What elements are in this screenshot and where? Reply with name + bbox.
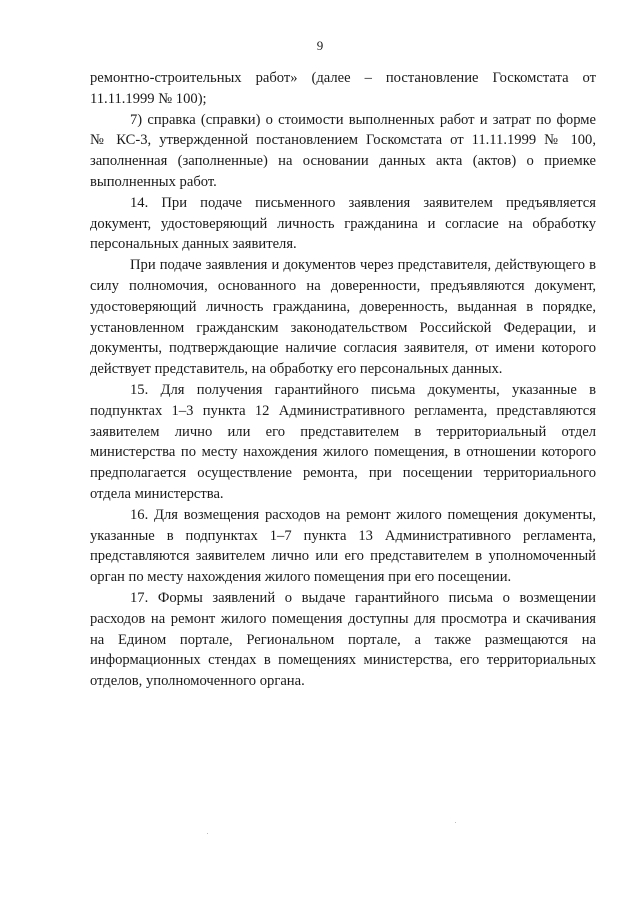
- paragraph-14-representative: При подаче заявления и документов через представителя, действующего в силу полномочия, основанного на доверенности, предъявляются документ, удостоверяющий личность гражданина, доверенность, выданная в порядке, установленном гражданским законодательством Российской Федерации, и документы, подтверждающие наличие согласия заявителя, от имени которого действует представитель, на обработку его персональных данных.: [90, 257, 596, 378]
- paragraph-16: 16. Для возмещения расходов на ремонт жилого помещения документы, указанные в подпунктах 1–7 пункта 13 Административного регламента, представляются заявителем лично или его представителем в уполномоченный орган по месту нахождения жилого помещения при его посещении.: [90, 506, 596, 586]
- paragraph-continuation: ремонтно-строительных работ» (далее – постановление Госкомстата от 11.11.1999 № 100);: [90, 70, 596, 107]
- paragraph-14: 14. При подаче письменного заявления заявителем предъявляется документ, удостоверяющий личность гражданина и согласие на обработку персональных данных заявителя.: [90, 194, 596, 253]
- scan-speck: [455, 822, 456, 823]
- paragraph-item-7: 7) справка (справки) о стоимости выполненных работ и затрат по форме № КС-3, утвержденной постановлением Госкомстата от 11.11.1999 № 100, заполненная (заполненные) на основании данных акта (актов) о приемке выполненных работ.: [90, 111, 596, 190]
- page-number: 9: [316, 38, 324, 53]
- paragraph-17: 17. Формы заявлений о выдаче гарантийного письма о возмещении расходов на ремонт жилого помещения доступны для просмотра и скачивания на Едином портале, Региональном портале, а также размещаются на информационных стендах в помещениях министерства, его территориальных отделов, уполномоченного органа.: [90, 589, 596, 690]
- paragraph-15: 15. Для получения гарантийного письма документы, указанные в подпунктах 1–3 пункта 12 Административного регламента, представляются заявителем лично или его представителем в территориальный отдел министерства по месту нахождения жилого помещения, в отношении которого предполагается осуществление ремонта, при посещении территориального отдела министерства.: [90, 381, 596, 502]
- scan-speck: [207, 833, 208, 834]
- document-body: [90, 68, 596, 692]
